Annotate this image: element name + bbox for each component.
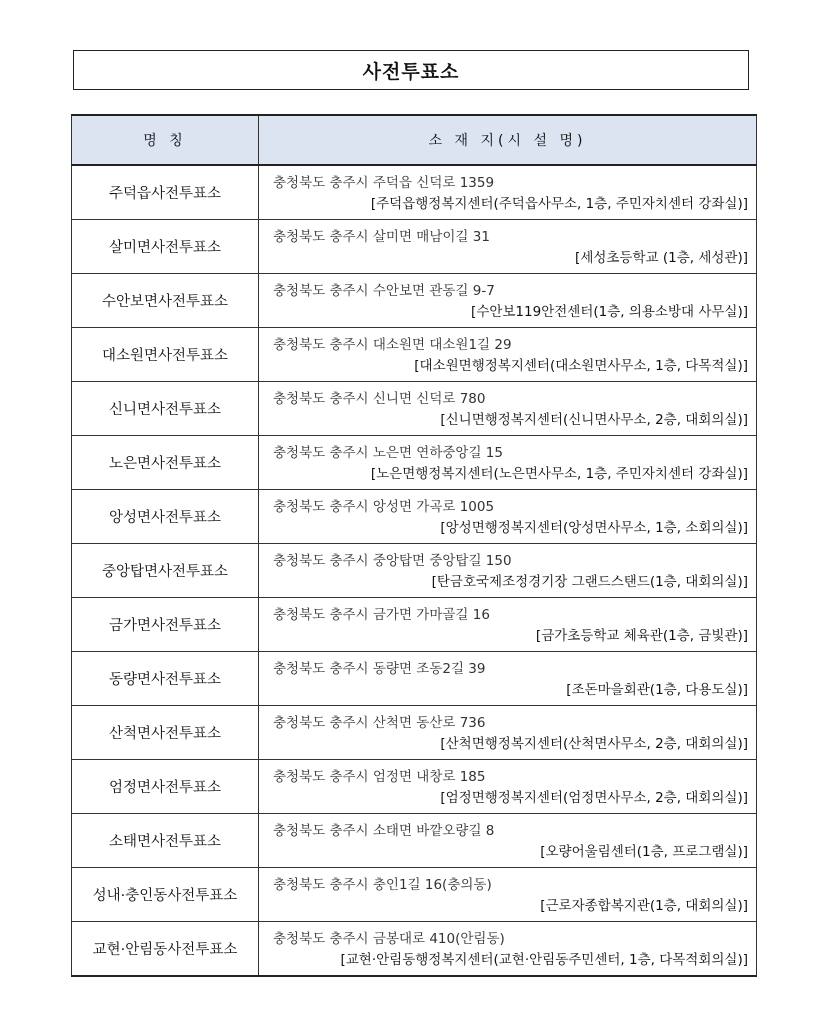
table-row xyxy=(72,868,757,922)
station-address: 충청북도 충주시 살미면 매남이길 31 xyxy=(273,229,490,245)
station-facility: [주덕읍행정복지센터(주덕읍사무소, 1층, 주민자치센터 강좌실)] xyxy=(370,196,748,212)
table-row xyxy=(72,328,757,382)
station-location xyxy=(259,436,757,490)
table-row xyxy=(72,436,757,490)
polling-station-table xyxy=(71,114,757,977)
table-row xyxy=(72,652,757,706)
header-location: 소 재 지(시 설 명) xyxy=(259,115,757,165)
station-address: 충청북도 충주시 동량면 조동2길 39 xyxy=(273,661,486,677)
header-name: 명 칭 xyxy=(72,115,259,165)
station-facility: [근로자종합복지관(1층, 대회의실)] xyxy=(540,898,748,914)
table-row xyxy=(72,382,757,436)
station-address: 충청북도 충주시 금봉대로 410(안림동) xyxy=(273,931,505,947)
station-facility: [앙성면행정복지센터(앙성면사무소, 1층, 소회의실)] xyxy=(440,520,748,536)
station-address: 충청북도 충주시 신니면 신덕로 780 xyxy=(273,391,486,407)
station-name: 앙성면사전투표소 xyxy=(72,490,259,544)
station-name: 엄정면사전투표소 xyxy=(72,760,259,814)
station-address: 충청북도 충주시 노은면 연하중앙길 15 xyxy=(273,445,503,461)
station-facility: [조돈마을회관(1층, 다용도실)] xyxy=(566,682,748,698)
station-location xyxy=(259,328,757,382)
station-name: 동량면사전투표소 xyxy=(72,652,259,706)
station-location xyxy=(259,598,757,652)
page-title: 사전투표소 xyxy=(73,50,749,90)
table-row xyxy=(72,598,757,652)
station-facility: [산척면행정복지센터(산척면사무소, 2층, 대회의실)] xyxy=(440,736,748,752)
station-facility: [노은면행정복지센터(노은면사무소, 1층, 주민자치센터 강좌실)] xyxy=(370,466,748,482)
station-location xyxy=(259,760,757,814)
station-name: 소태면사전투표소 xyxy=(72,814,259,868)
station-location xyxy=(259,382,757,436)
station-facility: [교현·안림동행정복지센터(교현·안림동주민센터, 1층, 다목적회의실)] xyxy=(340,952,748,968)
station-name: 성내·충인동사전투표소 xyxy=(72,868,259,922)
station-address: 충청북도 충주시 대소원면 대소원1길 29 xyxy=(273,337,512,353)
station-location xyxy=(259,544,757,598)
station-facility: [수안보119안전센터(1층, 의용소방대 사무실)] xyxy=(471,304,748,320)
station-location xyxy=(259,490,757,544)
station-address: 충청북도 충주시 중앙탑면 중앙탑길 150 xyxy=(273,553,512,569)
station-facility: [금가초등학교 체육관(1층, 금빛관)] xyxy=(535,628,748,644)
table-row xyxy=(72,544,757,598)
station-address: 충청북도 충주시 주덕읍 신덕로 1359 xyxy=(273,175,495,191)
station-name: 노은면사전투표소 xyxy=(72,436,259,490)
station-facility: [탄금호국제조정경기장 그랜드스탠드(1층, 대회의실)] xyxy=(431,574,748,590)
table-row xyxy=(72,220,757,274)
table-row xyxy=(72,490,757,544)
station-facility: [신니면행정복지센터(신니면사무소, 2층, 대회의실)] xyxy=(440,412,748,428)
station-location xyxy=(259,814,757,868)
station-location xyxy=(259,165,757,220)
station-name: 교현·안림동사전투표소 xyxy=(72,922,259,977)
station-address: 충청북도 충주시 앙성면 가곡로 1005 xyxy=(273,499,495,515)
station-address: 충청북도 충주시 엄정면 내창로 185 xyxy=(273,769,486,785)
station-address: 충청북도 충주시 소태면 바깥오량길 8 xyxy=(273,823,495,839)
station-facility: [엄정면행정복지센터(엄정면사무소, 2층, 대회의실)] xyxy=(440,790,748,806)
table-row xyxy=(72,922,757,977)
station-name: 수안보면사전투표소 xyxy=(72,274,259,328)
station-location xyxy=(259,220,757,274)
station-facility: [오량어울림센터(1층, 프로그램실)] xyxy=(540,844,748,860)
table-row xyxy=(72,706,757,760)
table-row xyxy=(72,814,757,868)
table-row xyxy=(72,165,757,220)
station-location xyxy=(259,706,757,760)
station-location xyxy=(259,274,757,328)
station-name: 중앙탑면사전투표소 xyxy=(72,544,259,598)
station-facility: [대소원면행정복지센터(대소원면사무소, 1층, 다목적실)] xyxy=(414,358,748,374)
station-address: 충청북도 충주시 금가면 가마골길 16 xyxy=(273,607,490,623)
station-name: 금가면사전투표소 xyxy=(72,598,259,652)
station-address: 충청북도 충주시 수안보면 관동길 9-7 xyxy=(273,283,495,299)
station-facility: [세성초등학교 (1층, 세성관)] xyxy=(575,250,748,266)
station-name: 신니면사전투표소 xyxy=(72,382,259,436)
table-body xyxy=(72,115,757,976)
station-name: 산척면사전투표소 xyxy=(72,706,259,760)
station-location xyxy=(259,922,757,977)
station-address: 충청북도 충주시 충인1길 16(충의동) xyxy=(273,877,492,893)
table-row xyxy=(72,760,757,814)
station-name: 대소원면사전투표소 xyxy=(72,328,259,382)
station-location xyxy=(259,868,757,922)
table-header-row xyxy=(72,115,757,165)
station-name: 살미면사전투표소 xyxy=(72,220,259,274)
station-location xyxy=(259,652,757,706)
station-name: 주덕읍사전투표소 xyxy=(72,165,259,220)
table-row xyxy=(72,274,757,328)
station-address: 충청북도 충주시 산척면 동산로 736 xyxy=(273,715,486,731)
